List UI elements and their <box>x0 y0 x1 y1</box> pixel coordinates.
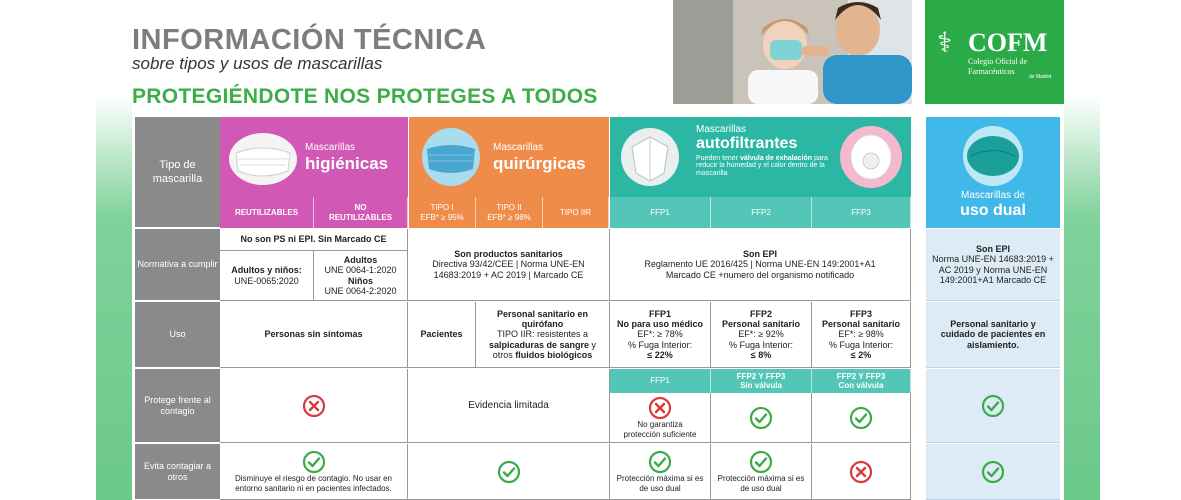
protege-header-con-valvula <box>812 369 911 393</box>
note-prefix: Pueden tener <box>696 155 739 162</box>
sub-reutilizables: REUTILIZABLES <box>220 197 314 228</box>
uso-ffp3-title: FFP3 <box>849 308 872 319</box>
uso-ffp2-title: FFP2 <box>749 308 772 319</box>
left-green-band <box>96 95 132 500</box>
autofiltrantes-pre: Mascarillas <box>696 124 747 135</box>
normativa-hig-b-title2: Niños <box>347 275 373 286</box>
uso-ffp2 <box>711 302 812 368</box>
note-valve: válvula de exhalación <box>740 155 812 162</box>
uso-ffp3-ef: EF*: ≥ 98% <box>838 329 884 340</box>
protege-h2a: FFP2 Y FFP3 <box>736 371 786 381</box>
protege-higienicas <box>220 369 408 443</box>
evita-hig-note: Disminuye el riesgo de contagio. No usar en entorno sanitario ni en pacientes infectados. <box>235 474 392 493</box>
higienicas-name: higiénicas <box>305 154 389 173</box>
quirurgicas-name: quirúrgicas <box>493 154 586 173</box>
surgical-mask-icon <box>415 127 487 187</box>
uso-ffp2-fuga: % Fuga Interior: <box>728 339 794 350</box>
normativa-higienicas-b <box>314 251 408 301</box>
sub-no-reutilizables: NO REUTILIZABLES <box>314 197 408 228</box>
uso-ffp1-ef: EF*: ≥ 78% <box>637 329 683 340</box>
page-subtitle: sobre tipos y usos de mascarillas <box>132 54 383 73</box>
right-green-band <box>1064 95 1100 500</box>
rowhead-protege: Protege frente al contagio <box>135 369 220 443</box>
uso-qui-text2: y otros <box>492 339 597 361</box>
protege-ffp2 <box>711 393 812 443</box>
evita-ffp2-note: Protección máxima si es de uso dual <box>717 474 805 493</box>
uso-sanitario-quirofano <box>476 302 610 368</box>
protege-quirurgicas: Evidencia limitada <box>408 369 610 443</box>
cross-icon <box>648 396 672 420</box>
rowhead-evita: Evita contagiar a otros <box>135 444 220 500</box>
dual-mask-icon <box>959 125 1027 187</box>
protege-h2b: Sin válvula <box>740 381 782 390</box>
uso-ffp3-val: ≤ 2% <box>850 350 872 361</box>
normativa-higienicas-top: No son PS ni EPI. Sin Marcado CE <box>220 229 408 251</box>
evita-ffp1 <box>610 444 711 500</box>
uso-ffp3-sub: Personal sanitario <box>821 318 901 329</box>
uso-ffp2-ef: EF*: ≥ 92% <box>738 329 784 340</box>
protege-h3a: FFP2 Y FFP3 <box>836 371 886 381</box>
slogan: PROTEGIÉNDOTE NOS PROTEGES A TODOS <box>132 85 598 108</box>
page-title: INFORMACIÓN TÉCNICA <box>132 24 487 56</box>
check-icon <box>302 450 326 474</box>
uso-qui-text1: TIPO IIR: resistentes a <box>496 329 589 340</box>
normativa-quirurgicas <box>408 229 610 301</box>
check-icon <box>749 450 773 474</box>
normativa-qui-title: Son productos sanitarios <box>454 248 563 259</box>
normativa-auto-text: Reglamento UE 2016/425 | Norma UNE-EN 149:2001+A1 Marcado CE +numero del organismo notificado <box>644 259 876 280</box>
uso-higienicas: Personas sin síntomas <box>220 302 408 368</box>
sub-tipo-i <box>409 197 476 228</box>
uso-ffp3 <box>812 302 911 368</box>
check-icon <box>749 406 773 430</box>
rowhead-normativa: Normativa a cumplir <box>135 229 220 301</box>
hygienic-mask-icon <box>228 131 298 187</box>
uso-ffp1 <box>610 302 711 368</box>
uso-dual: Personal sanitario y cuidado de pacientes en aislamiento. <box>926 302 1060 368</box>
sub-tipo-ii-label: TIPO II <box>496 203 522 213</box>
check-icon <box>981 394 1005 418</box>
uso-qui-san-body <box>480 329 605 360</box>
header-uso-dual <box>926 117 1060 228</box>
logo-line1: Colegio Oficial de <box>968 57 1028 66</box>
sub-ffp1: FFP1 <box>610 197 711 228</box>
normativa-dual <box>926 229 1060 301</box>
sub-tipo-iir: TIPO IIR <box>543 197 609 228</box>
normativa-hig-b-val1: UNE 0064-1:2020 <box>324 265 397 276</box>
uso-qui-san-title: Personal sanitario en quirófano <box>496 308 589 329</box>
autofiltrantes-note <box>696 155 828 177</box>
uso-ffp1-sub: No para uso médico <box>616 318 704 329</box>
header-photo <box>673 0 912 104</box>
cross-icon <box>302 394 326 418</box>
protege-header-sin-valvula <box>711 369 812 393</box>
logo-city: de Madrid <box>1029 74 1052 80</box>
autofiltrantes-name: autofiltrantes <box>696 135 798 152</box>
normativa-hig-a-val: UNE-0065:2020 <box>234 275 299 286</box>
quirurgicas-pre: Mascarillas <box>493 142 544 153</box>
sub-tipo-i-efb: EFB* ≥ 95% <box>420 212 464 222</box>
protege-dual <box>926 369 1060 443</box>
normativa-higienicas-a <box>220 251 314 301</box>
cofm-logo <box>925 0 1064 104</box>
dual-pre: Mascarillas de <box>961 190 1025 201</box>
uso-ffp1-fuga: % Fuga Interior: <box>627 339 693 350</box>
higienicas-pre: Mascarillas <box>305 142 356 153</box>
rowhead-tipo: Tipo de mascarilla <box>135 117 220 228</box>
check-icon <box>849 406 873 430</box>
dual-name: uso dual <box>960 202 1026 219</box>
uso-qui-bold1: salpicaduras de sangre <box>488 339 590 350</box>
normativa-qui-text: Directiva 93/42/CEE | Norma UNE-EN 14683:2019 + AC 2019 | Marcado CE <box>432 259 585 280</box>
protege-h3b: Con válvula <box>838 381 884 390</box>
photo-illustration <box>673 0 912 104</box>
sub-tipo-i-label: TIPO I <box>430 203 454 213</box>
header-higienicas <box>220 117 408 197</box>
protege-ffp1 <box>610 393 711 443</box>
evita-ffp1-note: Protección máxima si es de uso dual <box>616 474 704 493</box>
sub-ffp3: FFP3 <box>812 197 911 228</box>
normativa-dual-title: Son EPI <box>975 243 1010 254</box>
header-quirurgicas <box>409 117 609 197</box>
pharmacy-symbol-icon: ⚕ <box>937 27 953 58</box>
cross-icon <box>849 460 873 484</box>
logo-line2: Farmacéuticos <box>968 67 1015 76</box>
normativa-autofiltrantes <box>610 229 911 301</box>
evita-ffp3 <box>812 444 911 500</box>
normativa-hig-b-title: Adultos <box>343 254 378 265</box>
rowhead-uso: Uso <box>135 302 220 368</box>
note-suffix: para reducir la humedad y el calor dentro de la mascarilla <box>696 155 828 177</box>
normativa-hig-a-title: Adultos y niños: <box>231 265 302 276</box>
sub-tipo-ii <box>476 197 543 228</box>
evita-dual <box>926 444 1060 500</box>
normativa-dual-text: Norma UNE-EN 14683:2019 + AC 2019 y Norma UNE-EN 149:2001+A1 Marcado CE <box>932 254 1054 285</box>
logo-name: COFM <box>968 28 1048 57</box>
uso-ffp3-fuga: % Fuga Interior: <box>828 339 894 350</box>
evita-ffp2 <box>711 444 812 500</box>
check-icon <box>497 460 521 484</box>
evita-higienicas <box>220 444 408 500</box>
ffp-valve-mask-icon <box>838 125 904 189</box>
normativa-hig-b-val2: UNE 0064-2:2020 <box>324 285 397 296</box>
uso-pacientes: Pacientes <box>408 302 476 368</box>
protege-ffp3 <box>812 393 911 443</box>
uso-ffp2-sub: Personal sanitario <box>721 318 801 329</box>
uso-ffp1-title: FFP1 <box>648 308 671 319</box>
uso-qui-bold2: fluidos biológicos <box>515 350 593 361</box>
uso-ffp2-val: ≤ 8% <box>750 350 772 361</box>
check-icon <box>648 450 672 474</box>
normativa-auto-title: Son EPI <box>742 248 777 259</box>
check-icon <box>981 460 1005 484</box>
sub-tipo-ii-efb: EFB* ≥ 98% <box>487 212 531 222</box>
evita-quirurgicas <box>408 444 610 500</box>
uso-ffp1-val: ≤ 22% <box>647 350 673 361</box>
protege-ffp1-note: No garantiza protección suficiente <box>623 420 697 439</box>
sub-ffp2: FFP2 <box>711 197 812 228</box>
protege-header-ffp1: FFP1 <box>610 369 711 393</box>
header-autofiltrantes <box>610 117 911 197</box>
ffp-mask-icon <box>618 127 682 187</box>
